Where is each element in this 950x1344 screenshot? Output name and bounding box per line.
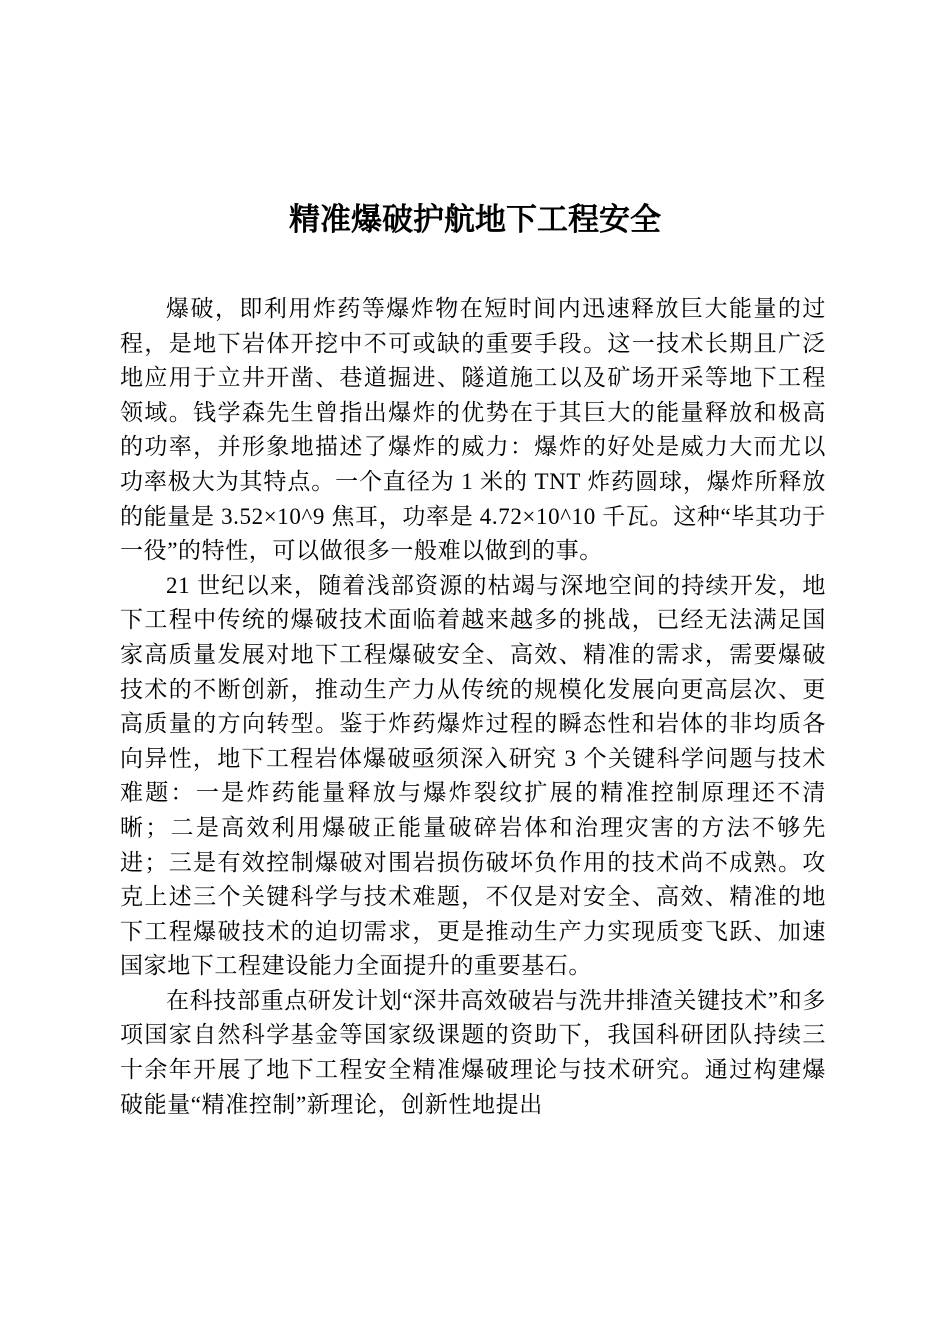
document-title: 精准爆破护航地下工程安全 xyxy=(289,202,661,238)
paragraph-1: 爆破，即利用炸药等爆炸物在短时间内迅速释放巨大能量的过程，是地下岩体开挖中不可或缺的重要手段。这一技术长期且广泛地应用于立井开凿、巷道掘进、隧道施工以及矿场开采等地下工程领域。钱学森先生曾指出爆炸的优势在于其巨大的能量释放和极高的功率，并形象地描述了爆炸的威力：爆炸的好处是威力大而尤以功率极大为其特点。一个直径为 1 米的 TNT 炸药圆球，爆炸所释放的能量是 3.52×10^9 焦耳，功率是 4.72×10^10 千瓦。这种“毕其功于一役”的特性，可以做很多一般难以做到的事。 xyxy=(120,296,826,564)
document-body xyxy=(120,292,826,1122)
paragraph-3: 在科技部重点研发计划“深井高效破岩与洗井排渣关键技术”和多项国家自然科学基金等国家级课题的资助下，我国科研团队持续三十余年开展了地下工程安全精准爆破理论与技术研究。通过构建爆破能量“精准控制”新理论，创新性地提出 xyxy=(120,987,826,1117)
paragraph-2: 21 世纪以来，随着浅部资源的枯竭与深地空间的持续开发，地下工程中传统的爆破技术面临着越来越多的挑战，已经无法满足国家高质量发展对地下工程爆破安全、高效、精准的需求，需要爆破技术的不断创新，推动生产力从传统的规模化发展向更高层次、更高质量的方向转型。鉴于炸药爆炸过程的瞬态性和岩体的非均质各向异性，地下工程岩体爆破亟须深入研究 3 个关键科学问题与技术难题：一是炸药能量释放与爆炸裂纹扩展的精准控制原理还不清晰；二是高效利用爆破正能量破碎岩体和治理灾害的方法不够先进；三是有效控制爆破对围岩损伤破坏负作用的技术尚不成熟。攻克上述三个关键科学与技术难题，不仅是对安全、高效、精准的地下工程爆破技术的迫切需求，更是推动生产力实现质变飞跃、加速国家地下工程建设能力全面提升的重要基石。 xyxy=(120,572,826,979)
